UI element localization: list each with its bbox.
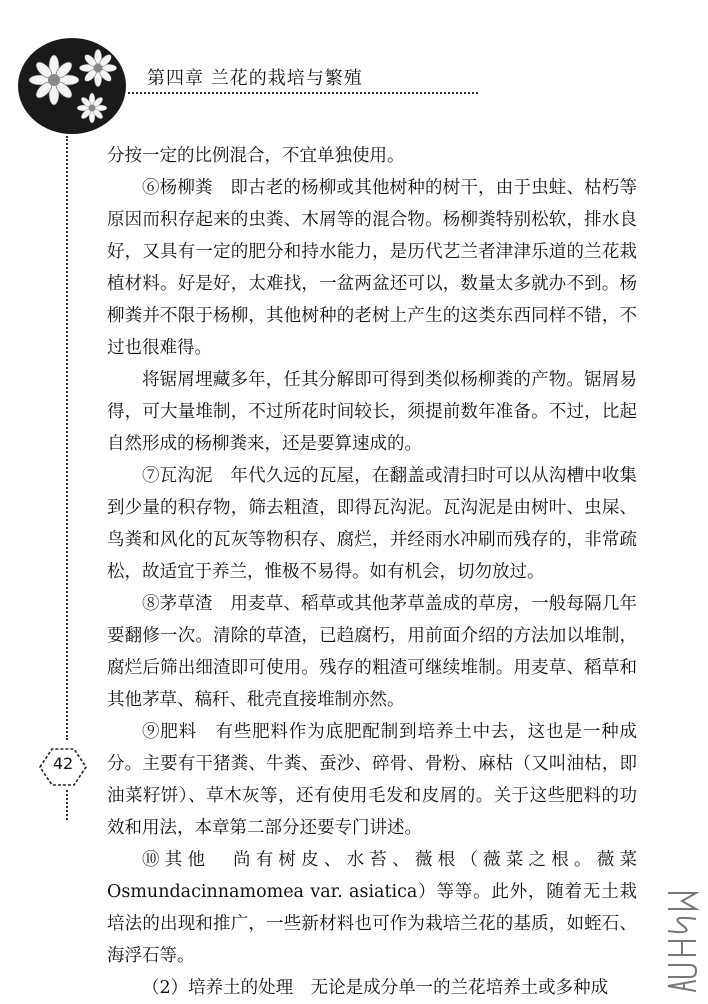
header-dotted-rule (128, 92, 478, 94)
watermark-logo (662, 885, 702, 995)
paragraph: （2）培养土的处理 无论是成分单一的兰花培养土或多种成 (142, 978, 609, 998)
daisy-ornament-icon (14, 30, 132, 140)
margin-dotted-rule-lower (66, 790, 68, 820)
paragraph: ⑦瓦沟泥 年代久远的瓦屋，在翻盖或清扫时可以从沟槽中收集到少量的积存物，筛去粗渣，即得瓦沟泥。瓦沟泥是由树叶、虫屎、鸟粪和风化的瓦灰等物积存、腐烂，并经雨水冲刷而残存的，非常疏松，故适宜于养兰，惟极不易得。如有机会，切勿放过。 (107, 466, 637, 582)
margin-dotted-rule (66, 136, 68, 740)
paragraph: ⑨肥料 有些肥料作为底肥配制到培养土中去，这也是一种成分。主要有干猪粪、牛粪、蚕沙、碎骨、骨粉、麻枯（又叫油枯，即油菜籽饼）、草木灰等，还有使用毛发和皮屑的。关于这些肥料的功效和用法，本章第二部分还要专门讲述。 (107, 722, 637, 838)
paragraph: 分按一定的比例混合，不宜单独使用。 (107, 146, 405, 166)
paragraph: 将锯屑埋藏多年，任其分解即可得到类似杨柳粪的产物。锯屑易得，可大量堆制，不过所花时间较长，须提前数年准备。不过，比起自然形成的杨柳粪来，还是要算速成的。 (107, 370, 637, 454)
paragraph: ⑧茅草渣 用麦草、稻草或其他茅草盖成的草房，一般每隔几年要翻修一次。清除的草渣，已趋腐朽，用前面介绍的方法加以堆制，腐烂后筛出细渣即可使用。残存的粗渣可继续堆制。用麦草、稻草和其他茅草、稿秆、秕壳直接堆制亦然。 (107, 594, 637, 710)
paragraph: ⑩其他 尚有树皮、水苔、薇根（薇菜之根。薇菜 Osmundacinnamomea var. asiatica）等等。此外，随着无土栽培法的出现和推广，一些新材料也可作为栽培兰花的基质，如蛭石、海浮石等。 (107, 850, 637, 966)
chapter-title: 第四章 兰花的栽培与繁殖 (147, 68, 363, 89)
body-text (107, 140, 637, 1004)
paragraph: ⑥杨柳粪 即古老的杨柳或其他树种的树干，由于虫蛀、枯朽等原因而积存起来的虫粪、木屑等的混合物。杨柳粪特别松软，排水良好，又具有一定的肥分和持水能力，是历代艺兰者津津乐道的兰花栽植材料。好是好，太难找，一盆两盆还可以，数量太多就办不到。杨柳粪并不限于杨柳，其他树种的老树上产生的这类东西同样不错，不过也很难得。 (107, 178, 637, 358)
page-number: 42 (52, 754, 74, 773)
